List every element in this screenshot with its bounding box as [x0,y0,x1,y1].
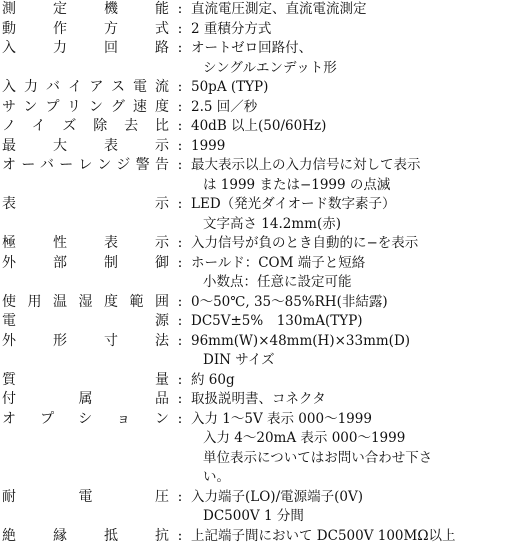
spec-colon: : [171,20,189,40]
spec-row [0,234,512,254]
spec-row [0,254,512,274]
spec-value: 上記端子間において DC500V 100MΩ以上 [189,527,512,546]
spec-colon: : [171,410,189,430]
spec-label: 付属品 [0,390,171,410]
spec-row [0,98,512,118]
spec-value: 取扱説明書、コネクタ [189,390,512,410]
spec-row [0,293,512,313]
spec-value: DC500V 1 分間 [189,507,512,527]
spec-row [0,371,512,391]
spec-colon: : [171,156,189,176]
spec-row [0,117,512,137]
spec-row [0,0,512,20]
spec-row [0,20,512,40]
spec-colon: : [171,254,189,274]
spec-row [0,527,512,546]
spec-row [0,195,512,215]
spec-value: 入力端子(LO)/電源端子(0V) [189,488,512,508]
spec-row [0,351,512,371]
spec-value: 40dB 以上(50/60Hz) [189,117,512,137]
spec-row [0,78,512,98]
spec-colon: : [171,39,189,59]
spec-colon: : [171,390,189,410]
spec-label: 動作方式 [0,20,171,40]
spec-row [0,273,512,293]
spec-row [0,59,512,79]
spec-value: 50pA (TYP) [189,78,512,98]
spec-colon: : [171,293,189,313]
spec-label: 入力バイアス電流 [0,78,171,98]
spec-row [0,390,512,410]
spec-colon: : [171,98,189,118]
spec-colon: : [171,117,189,137]
spec-colon: : [171,312,189,332]
spec-label: ノイズ除去比 [0,117,171,137]
spec-value: ホールド：COM 端子と短絡 [189,254,512,274]
spec-label: 使用温湿度範囲 [0,293,171,313]
spec-label: 極性表示 [0,234,171,254]
spec-colon: : [171,195,189,215]
spec-label: 測定機能 [0,0,171,20]
spec-label: サンプリング速度 [0,98,171,118]
spec-colon: : [171,78,189,98]
spec-label: 入力回路 [0,39,171,59]
spec-colon: : [171,234,189,254]
spec-row [0,449,512,469]
spec-value: 1999 [189,137,512,157]
spec-label: 外形寸法 [0,332,171,352]
spec-value: LED（発光ダイオード数字素子） [189,195,512,215]
spec-label: 耐電圧 [0,488,171,508]
spec-value: 入力信号が負のとき自動的に−を表示 [189,234,512,254]
spec-value: い。 [189,468,512,488]
spec-value: シングルエンデット形 [189,59,512,79]
spec-colon: : [171,0,189,20]
spec-value: 96mm(W)×48mm(H)×33mm(D) [189,332,512,352]
spec-value: 最大表示以上の入力信号に対して表示 [189,156,512,176]
spec-row [0,507,512,527]
spec-label: 表示 [0,195,171,215]
spec-row [0,176,512,196]
spec-value: は 1999 または−1999 の点滅 [189,176,512,196]
spec-value: 小数点：任意に設定可能 [189,273,512,293]
spec-row [0,468,512,488]
spec-label: オーバーレンジ警告 [0,156,171,176]
spec-label: オプション [0,410,171,430]
spec-colon: : [171,332,189,352]
spec-label: 電源 [0,312,171,332]
spec-label: 最大表示 [0,137,171,157]
spec-row [0,156,512,176]
spec-label: 外部制御 [0,254,171,274]
spec-row [0,410,512,430]
spec-row [0,137,512,157]
spec-value: DC5V±5% 130mA(TYP) [189,312,512,332]
spec-value: 入力 4〜20mA 表示 000〜1999 [189,429,512,449]
spec-row [0,215,512,235]
spec-colon: : [171,371,189,391]
spec-colon: : [171,488,189,508]
spec-row [0,312,512,332]
spec-value: 2.5 回／秒 [189,98,512,118]
spec-label: 質量 [0,371,171,391]
spec-colon: : [171,527,189,546]
spec-row [0,332,512,352]
spec-row [0,39,512,59]
spec-value: DIN サイズ [189,351,512,371]
spec-label: 絶縁抵抗 [0,527,171,546]
spec-value: 入力 1〜5V 表示 000〜1999 [189,410,512,430]
spec-value: 約 60g [189,371,512,391]
spec-value: 0〜50℃, 35〜85%RH(非結露) [189,293,512,313]
spec-row [0,488,512,508]
spec-value: 単位表示についてはお問い合わせ下さ [189,449,512,469]
spec-value: 文字高さ 14.2mm(赤) [189,215,512,235]
spec-value: 2 重積分方式 [189,20,512,40]
spec-value: 直流電圧測定、直流電流測定 [189,0,512,20]
spec-colon: : [171,137,189,157]
spec-row [0,429,512,449]
spec-value: オートゼロ回路付、 [189,39,512,59]
